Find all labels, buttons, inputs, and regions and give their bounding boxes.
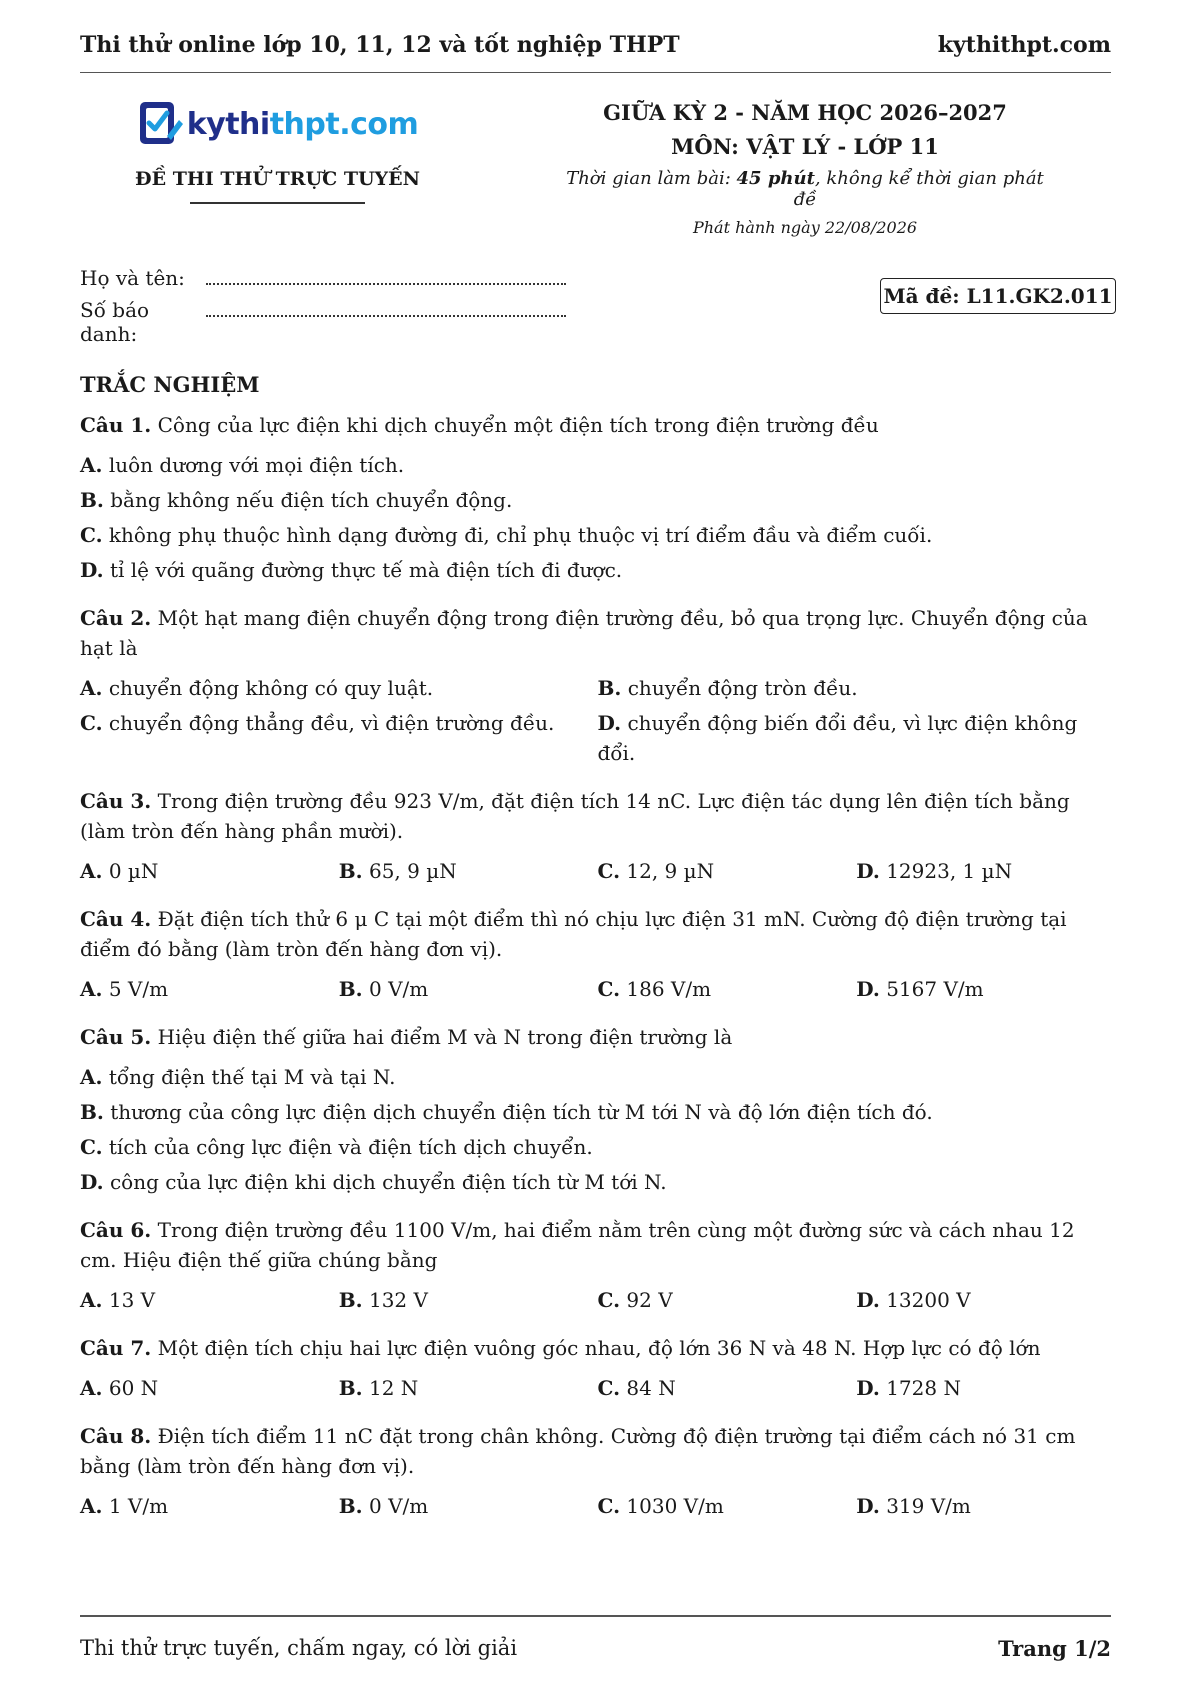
answer-option[interactable] (598, 673, 1116, 703)
answer-option[interactable] (80, 1097, 1115, 1127)
option-letter: B. (338, 859, 363, 883)
option-text: 12, 9 µN (620, 859, 715, 883)
question-text (80, 1022, 1115, 1052)
option-letter: A. (80, 1288, 103, 1312)
answer-options (80, 1285, 1115, 1315)
question-number: Câu 8. (80, 1424, 152, 1448)
answer-option[interactable] (80, 1373, 339, 1403)
option-text: 5167 V/m (879, 977, 984, 1001)
question-number: Câu 6. (80, 1218, 152, 1242)
answer-option[interactable] (80, 485, 1115, 515)
option-text: 0 V/m (362, 977, 429, 1001)
question (80, 1421, 1115, 1521)
option-letter: C. (597, 1288, 621, 1312)
answer-option[interactable] (80, 708, 598, 768)
option-letter: A. (80, 1376, 103, 1400)
option-text: 0 µN (102, 859, 159, 883)
option-letter: C. (80, 523, 103, 547)
option-text: công của lực điện khi dịch chuyển điện tích từ M tới N. (103, 1170, 667, 1194)
option-letter: A. (80, 1065, 103, 1089)
exam-subject: MÔN: VẬT LÝ - LỚP 11 (671, 134, 939, 159)
answer-option[interactable] (339, 1491, 598, 1521)
answer-option[interactable] (856, 1373, 1115, 1403)
answer-option[interactable] (598, 856, 857, 886)
question (80, 1215, 1115, 1315)
header-site-tagline: Thi thử online lớp 10, 11, 12 và tốt nghiệp THPT (80, 32, 680, 58)
option-text: 13 V (102, 1288, 156, 1312)
question-number: Câu 7. (80, 1336, 152, 1360)
option-letter: D. (80, 558, 104, 582)
answer-option[interactable] (80, 450, 1115, 480)
exam-duration-prefix: Thời gian làm bài: (566, 168, 737, 189)
option-letter: D. (856, 859, 880, 883)
logo-wordmark-light: thpt.com (269, 106, 419, 142)
option-letter: B. (338, 1376, 363, 1400)
option-text: 1728 N (879, 1376, 961, 1400)
page-footer (80, 1636, 1111, 1661)
logo-wordmark (187, 107, 419, 142)
option-letter: B. (338, 1288, 363, 1312)
option-letter: C. (597, 1376, 621, 1400)
option-text: 12923, 1 µN (879, 859, 1013, 883)
question (80, 603, 1115, 768)
answer-options (80, 1373, 1115, 1403)
answer-option[interactable] (80, 1285, 339, 1315)
exam-release-date: Phát hành ngày 22/08/2026 (692, 218, 918, 237)
option-letter: D. (80, 1170, 104, 1194)
question-stem: Điện tích điểm 11 nC đặt trong chân không. Cường độ điện trường tại điểm cách nó 31 cm bằng (làm tròn đến hàng đơn vị). (80, 1424, 1076, 1478)
exam-duration-suffix: , không kể thời gian phát đề (793, 168, 1044, 210)
question-stem: Công của lực điện khi dịch chuyển một điện tích trong điện trường đều (151, 413, 879, 437)
option-letter: C. (80, 1135, 103, 1159)
answer-option[interactable] (856, 974, 1115, 1004)
option-letter: B. (338, 977, 363, 1001)
question-stem: Trong điện trường đều 1100 V/m, hai điểm nằm trên cùng một đường sức và cách nhau 12 cm. Hiệu điện thế giữa chúng bằng (80, 1218, 1075, 1272)
document-type: ĐỀ THI THỬ TRỰC TUYẾN (135, 168, 420, 190)
footer-tagline: Thi thử trực tuyến, chấm ngay, có lời giải (80, 1636, 518, 1660)
option-text: không phụ thuộc hình dạng đường đi, chỉ phụ thuộc vị trí điểm đầu và điểm cuối. (102, 523, 933, 547)
question-number: Câu 1. (80, 413, 152, 437)
name-field-blank[interactable] (206, 271, 566, 285)
option-letter: A. (80, 453, 103, 477)
question (80, 1022, 1115, 1197)
question-text (80, 1215, 1115, 1275)
option-text: 13200 V (879, 1288, 971, 1312)
answer-options (80, 1491, 1115, 1521)
option-letter: C. (597, 977, 621, 1001)
option-text: tổng điện thế tại M và tại N. (102, 1065, 396, 1089)
site-logo (80, 98, 475, 150)
option-text: 132 V (362, 1288, 428, 1312)
question-stem: Hiệu điện thế giữa hai điểm M và N trong điện trường là (151, 1025, 733, 1049)
option-letter: D. (856, 1376, 880, 1400)
exam-duration-value: 45 phút (736, 168, 815, 189)
option-letter: D. (597, 711, 622, 735)
option-letter: A. (80, 859, 103, 883)
logo-wordmark-dark: kythi (186, 106, 270, 142)
option-letter: C. (80, 711, 103, 735)
option-letter: C. (597, 1494, 621, 1518)
answer-option[interactable] (598, 1285, 857, 1315)
question-text (80, 1421, 1115, 1481)
answer-option[interactable] (80, 1491, 339, 1521)
answer-option[interactable] (339, 1373, 598, 1403)
footer-divider (80, 1615, 1111, 1617)
page-header (80, 18, 1111, 73)
exam-duration (555, 168, 1055, 210)
option-letter: A. (80, 676, 103, 700)
answer-option[interactable] (80, 555, 1115, 585)
question-number: Câu 4. (80, 907, 152, 931)
option-text: 0 V/m (362, 1494, 429, 1518)
question (80, 410, 1115, 585)
option-letter: D. (856, 1494, 880, 1518)
answer-option[interactable] (80, 1062, 1115, 1092)
answer-options (80, 856, 1115, 886)
answer-option[interactable] (80, 673, 598, 703)
question-stem: Đặt điện tích thử 6 μ C tại một điểm thì nó chịu lực điện 31 mN. Cường độ điện trường tại điểm đó bằng (làm tròn đến hàng đơn vị). (80, 907, 1067, 961)
question-text (80, 904, 1115, 964)
option-letter: C. (597, 859, 621, 883)
exam-info (555, 96, 1055, 237)
option-text: 5 V/m (102, 977, 169, 1001)
answer-options (80, 1062, 1115, 1197)
question-stem: Trong điện trường đều 923 V/m, đặt điện tích 14 nC. Lực điện tác dụng lên điện tích bằng (làm tròn đến hàng phần mười). (80, 789, 1070, 843)
exam-title: GIỮA KỲ 2 - NĂM HỌC 2026–2027 (603, 100, 1007, 125)
question-number: Câu 3. (80, 789, 152, 813)
option-letter: B. (597, 676, 622, 700)
answer-option[interactable] (598, 1373, 857, 1403)
option-letter: D. (856, 977, 880, 1001)
name-field[interactable] (80, 266, 566, 290)
question-number: Câu 2. (80, 606, 152, 630)
question (80, 1333, 1115, 1403)
option-letter: D. (856, 1288, 880, 1312)
question-stem: Một hạt mang điện chuyển động trong điện trường đều, bỏ qua trọng lực. Chuyển động của hạt là (80, 606, 1088, 660)
page-number: Trang 1/2 (998, 1636, 1111, 1661)
answer-option[interactable] (80, 1132, 1115, 1162)
question-text (80, 786, 1115, 846)
option-text: chuyển động thẳng đều, vì điện trường đều. (102, 711, 555, 735)
answer-option[interactable] (80, 974, 339, 1004)
answer-option[interactable] (598, 708, 1116, 768)
answer-option[interactable] (598, 1491, 857, 1521)
option-letter: B. (338, 1494, 363, 1518)
option-text: chuyển động tròn đều. (621, 676, 858, 700)
option-text: thương của công lực điện dịch chuyển điện tích từ M tới N và độ lớn điện tích đó. (103, 1100, 933, 1124)
question-number: Câu 5. (80, 1025, 152, 1049)
pencil-check-logo-icon (137, 98, 183, 150)
answer-option[interactable] (339, 974, 598, 1004)
answer-option[interactable] (856, 856, 1115, 886)
option-text: 65, 9 µN (362, 859, 457, 883)
option-text: 186 V/m (620, 977, 712, 1001)
section-title: TRẮC NGHIỆM (80, 372, 260, 397)
option-text: chuyển động không có quy luật. (102, 676, 434, 700)
question-text (80, 603, 1115, 663)
option-text: tỉ lệ với quãng đường thực tế mà điện tích đi được. (103, 558, 623, 582)
option-text: 12 N (362, 1376, 419, 1400)
option-letter: B. (80, 1100, 104, 1124)
option-text: 92 V (620, 1288, 673, 1312)
question (80, 786, 1115, 886)
answer-option[interactable] (856, 1285, 1115, 1315)
option-text: 1 V/m (102, 1494, 169, 1518)
option-text: tích của công lực điện và điện tích dịch chuyển. (102, 1135, 593, 1159)
option-text: 60 N (102, 1376, 159, 1400)
answer-option[interactable] (80, 1167, 1115, 1197)
student-id-field-label: Số báo danh: (80, 298, 150, 346)
option-text: 1030 V/m (620, 1494, 724, 1518)
answer-option[interactable] (80, 520, 1115, 550)
option-letter: A. (80, 977, 103, 1001)
student-id-field-blank[interactable] (206, 303, 566, 317)
question (80, 904, 1115, 1004)
exam-code-box: Mã đề: L11.GK2.011 (880, 278, 1116, 314)
option-text: 319 V/m (879, 1494, 971, 1518)
option-text: luôn dương với mọi điện tích. (102, 453, 405, 477)
option-text: 84 N (620, 1376, 676, 1400)
header-site-url: kythithpt.com (937, 32, 1111, 58)
question-list (80, 410, 1115, 1539)
question-stem: Một điện tích chịu hai lực điện vuông góc nhau, độ lớn 36 N và 48 N. Hợp lực có độ lớn (151, 1336, 1041, 1360)
question-text (80, 1333, 1115, 1363)
answer-option[interactable] (856, 1491, 1115, 1521)
document-type-underline (190, 202, 365, 204)
answer-options (80, 450, 1115, 585)
option-text: bằng không nếu điện tích chuyển động. (103, 488, 513, 512)
option-letter: A. (80, 1494, 103, 1518)
answer-options (80, 673, 1115, 768)
answer-option[interactable] (80, 856, 339, 886)
logo-block (80, 98, 475, 204)
question-text (80, 410, 1115, 440)
answer-option[interactable] (339, 1285, 598, 1315)
option-text: chuyển động biến đổi đều, vì lực điện không đổi. (597, 711, 1078, 765)
name-field-label: Họ và tên: (80, 266, 185, 290)
answer-option[interactable] (598, 974, 857, 1004)
option-letter: B. (80, 488, 104, 512)
student-id-field[interactable] (80, 298, 566, 346)
answer-option[interactable] (339, 856, 598, 886)
answer-options (80, 974, 1115, 1004)
